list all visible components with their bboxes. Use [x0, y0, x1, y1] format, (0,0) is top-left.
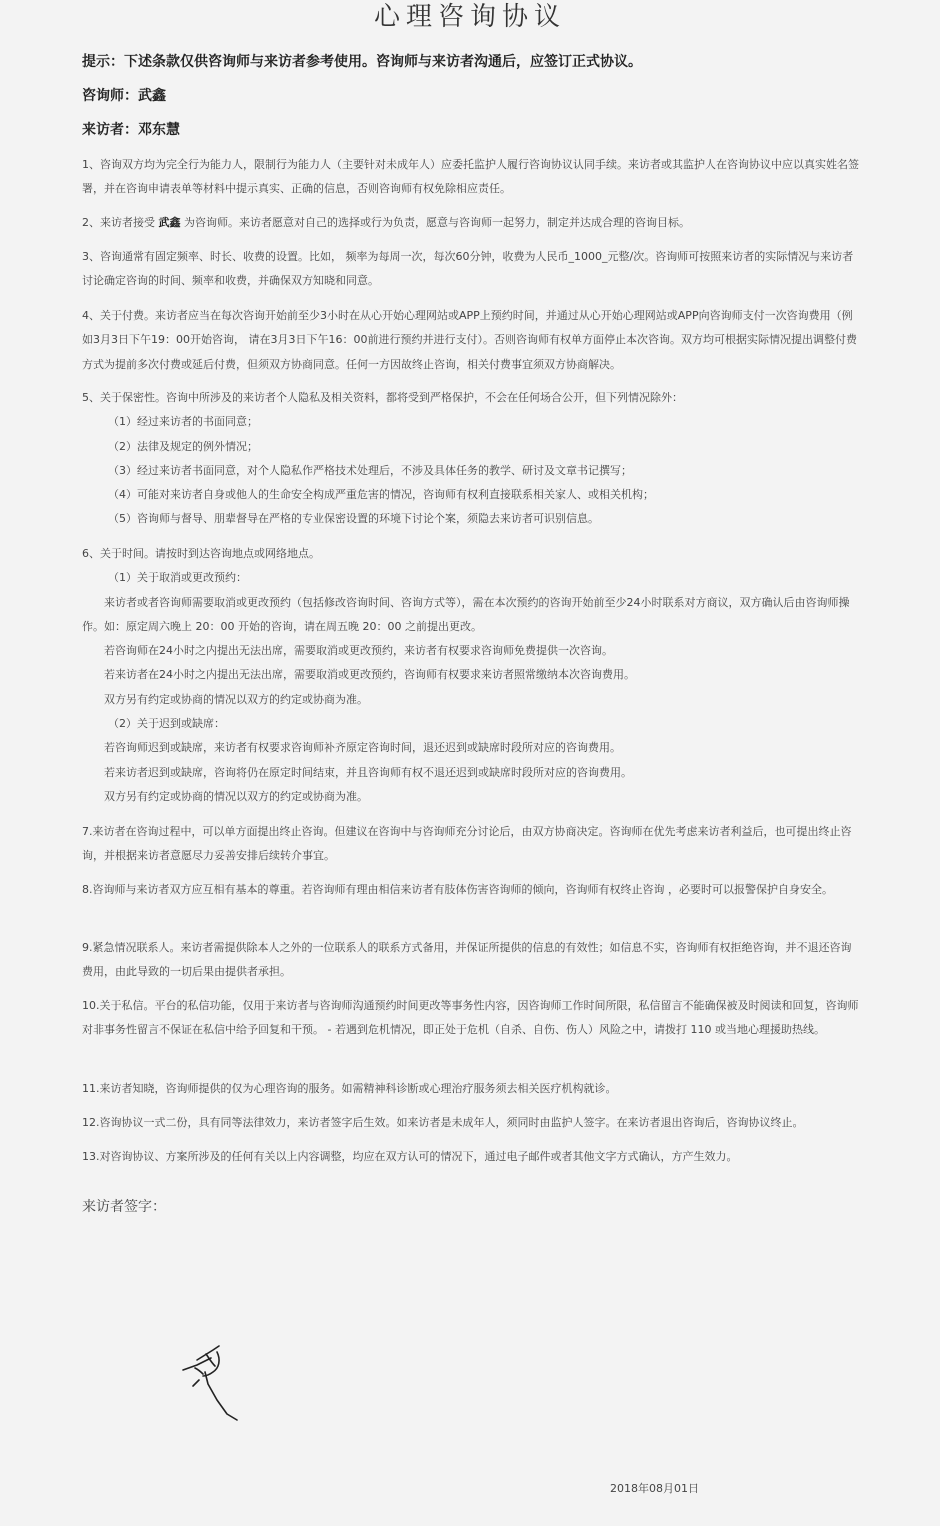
clause-13: 13.对咨询协议、方案所涉及的任何有关以上内容调整，均应在双方认可的情况下，通过电子邮件或者其他文字方式确认，方产生效力。	[82, 1150, 738, 1163]
page-title: 心理咨询协议	[373, 2, 566, 32]
clause-6-sub2-line: 双方另有约定或协商的情况以双方的约定或协商为准。	[104, 789, 368, 803]
client-label: 来访者：	[82, 122, 138, 138]
client-name: 邓东慧	[138, 122, 180, 138]
clause-7: 7.来访者在咨询过程中，可以单方面提出终止咨询。但建议在咨询中与咨询师充分讨论后，由双方协商决定。咨询师在优先考虑来访者利益后，也可提出终止咨询，并根据来访者意愿尽力妥善安排后续转介事宜。	[82, 825, 852, 863]
counselor-label: 咨询师：	[82, 88, 138, 104]
clause-1: 1、咨询双方均为完全行为能力人，限制行为能力人（主要针对未成年人）应委托监护人履行咨询协议认同手续。来访者或其监护人在咨询协议中应以真实姓名签署，并在咨询申请表单等材料中提示真实、正确的信息，否则咨询师有权免除相应责任。	[82, 158, 859, 196]
clause-6-sub1-line: 若咨询师在24小时之内提出无法出席，需要取消或更改预约，来访者有权要求咨询师免费提供一次咨询。	[104, 644, 613, 658]
notice: 提示：下述条款仅供咨询师与来访者参考使用。咨询师与来访者沟通后，应签订正式协议。	[82, 54, 642, 70]
clause-5	[82, 386, 862, 532]
clause-6-sub1-line: 若来访者在24小时之内提出无法出席，需要取消或更改预约，咨询师有权要求来访者照常缴纳本次咨询费用。	[104, 668, 635, 682]
clause-5-item: （3）经过来访者书面同意，对个人隐私作严格技术处理后，不涉及具体任务的教学、研讨及文章书记撰写；	[108, 463, 632, 477]
clause-5-item: （2）法律及规定的例外情况；	[108, 439, 258, 453]
clause-5-item: （4）可能对来访者自身或他人的生命安全构成严重危害的情况，咨询师有权利直接联系相关家人、或相关机构；	[108, 488, 654, 502]
counselor-name: 武鑫	[138, 88, 166, 104]
clause-5-item: （1）经过来访者的书面同意；	[108, 415, 258, 429]
clause-11: 11.来访者知晓，咨询师提供的仅为心理咨询的服务。如需精神科诊断或心理治疗服务须去相关医疗机构就诊。	[82, 1082, 617, 1095]
clause-6-sub2-line: 若咨询师迟到或缺席，来访者有权要求咨询师补齐原定咨询时间，退还迟到或缺席时段所对应的咨询费用。	[104, 741, 621, 755]
clause-9: 9.紧急情况联系人。来访者需提供除本人之外的一位联系人的联系方式备用，并保证所提供的信息的有效性；如信息不实，咨询师有权拒绝咨询，并不退还咨询费用，由此导致的一切后果由提供者承担。	[82, 941, 852, 979]
clause-2	[82, 211, 862, 235]
signature-label: 来访者签字：	[82, 1199, 166, 1215]
clause-6-sub2: （2）关于迟到或缺席：	[108, 717, 225, 731]
client-line	[82, 120, 180, 140]
clause-2-post: 为咨询师。来访者愿意对自己的选择或行为负责，愿意与咨询师一起努力，制定并达成合理的咨询目标。	[184, 216, 690, 229]
clause-3: 3、咨询通常有固定频率、时长、收费的设置。比如， 频率为每周一次，每次60分钟，收费为人民币_1000_元整/次。咨询师可按照来访者的实际情况与来访者讨论确定咨询的时间、频率和收费，并确保双方知晓和同意。	[82, 250, 854, 288]
clause-8: 8.咨询师与来访者双方应互相有基本的尊重。若咨询师有理由相信来访者有肢体伤害咨询师的倾向，咨询师有权终止咨询 ，必要时可以报警保护自身安全。	[82, 883, 833, 896]
clause-5-head: 5、关于保密性。咨询中所涉及的来访者个人隐私及相关资料，都将受到严格保护，不会在任何场合公开，但下列情况除外：	[82, 391, 683, 404]
clause-6-head: 6、关于时间。请按时到达咨询地点或网络地点。	[82, 547, 320, 560]
clause-4: 4、关于付费。来访者应当在每次咨询开始前至少3小时在从心开始心理网站或APP上预约时间，并通过从心开始心理网站或APP向咨询师支付一次咨询费用（例如3月3日下午19：00开始咨询， 请在3月3日下午16：00前进行预约并进行支付）。否则咨询师有权单方面停止本次咨询。双方均可根据实际情况提出调整付费方式为提前多次付费或延后付费，但须双方协商同意。任何一方因故终止咨询，相关付费事宜须双方协商解决。	[82, 309, 857, 371]
clause-6-sub1-text: 来访者或者咨询师需要取消或更改预约（包括修改咨询时间、咨询方式等），需在本次预约的咨询开始前至少24小时联系对方商议，双方确认后由咨询师操作。如：原定周六晚上 20：00 开始的咨询，请在周五晚 20：00 之前提出更改。	[82, 595, 850, 633]
counselor-line	[82, 86, 166, 106]
clause-6	[82, 542, 862, 809]
clause-2-pre: 2、来访者接受	[82, 216, 155, 229]
clause-6-sub2-line: 若来访者迟到或缺席，咨询将仍在原定时间结束，并且咨询师有权不退还迟到或缺席时段所对应的咨询费用。	[104, 765, 632, 779]
signature-date: 2018年08月01日	[610, 1482, 699, 1495]
clause-5-item: （5）咨询师与督导、朋辈督导在严格的专业保密设置的环境下讨论个案，须隐去来访者可识别信息。	[108, 512, 599, 526]
clause-10: 10.关于私信。平台的私信功能，仅用于来访者与咨询师沟通预约时间更改等事务性内容，因咨询师工作时间所限，私信留言不能确保被及时阅读和回复，咨询师对非事务性留言不保证在私信中给予回复和干预。 - 若遇到危机情况，即正处于危机（自杀、自伤、伤人）风险之中，请拨打 110 或当地心理援助热线。	[82, 999, 859, 1037]
clause-2-counselor: 武鑫	[158, 216, 181, 229]
clause-6-sub1-line: 双方另有约定或协商的情况以双方的约定或协商为准。	[104, 692, 368, 706]
handwritten-signature	[175, 1340, 250, 1425]
clause-6-sub1: （1）关于取消或更改预约：	[108, 571, 247, 585]
clause-12: 12.咨询协议一式二份，具有同等法律效力，来访者签字后生效。如来访者是未成年人，须同时由监护人签字。在来访者退出咨询后，咨询协议终止。	[82, 1116, 804, 1129]
